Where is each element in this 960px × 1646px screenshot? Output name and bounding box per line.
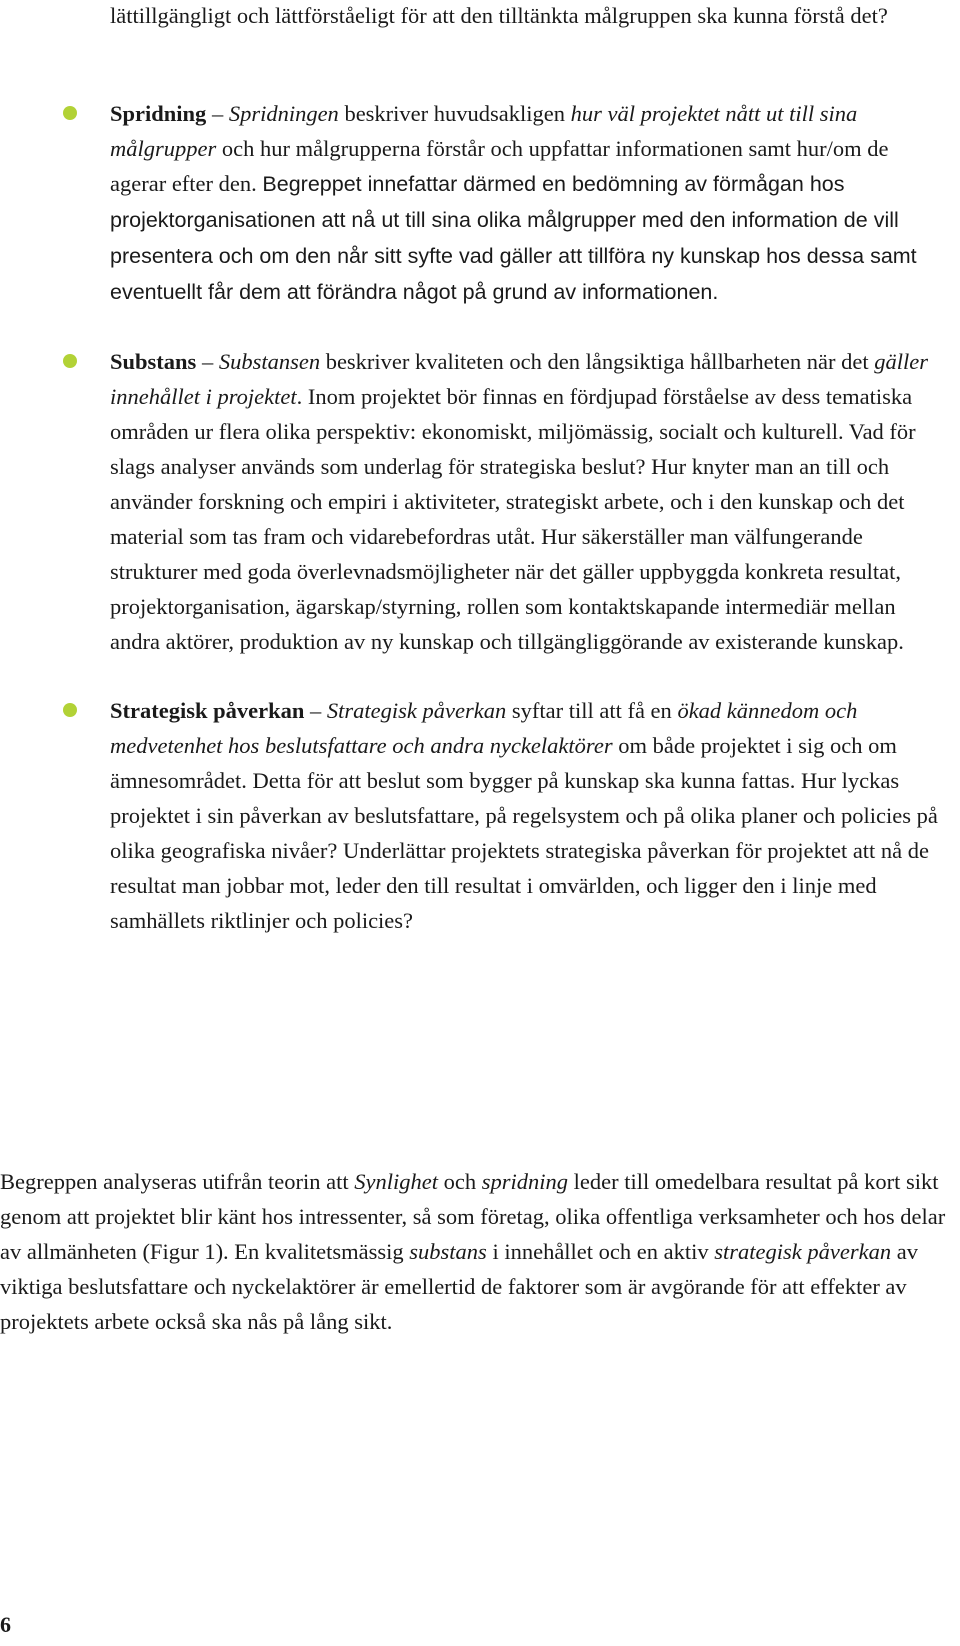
bullet-dot-icon [63, 703, 77, 717]
bullet-italic-term: Substansen [218, 349, 321, 374]
bullet-term: Spridning [110, 101, 207, 126]
bullet-text-segment: och hur målgrupperna förstår och uppfattar informationen samt hur/om de agerar efter den. [110, 136, 889, 196]
paragraph-italic-segment: spridning [481, 1169, 568, 1194]
bullet-term: Substans [110, 349, 197, 374]
paragraph-segment: i innehållet och en aktiv [486, 1239, 715, 1264]
bullet-dot-icon [63, 354, 77, 368]
bullet-italic-term: Spridningen [228, 101, 339, 126]
bullet-text-segment: . Inom projektet bör finnas en fördjupad förståelse av dess tematiska områden ur flera olika perspektiv: ekonomiskt, miljömässig, socialt och kulturell. Vad för slags analyser används som underlag för strategiska beslut? Hur knyter man an till och använder forskning och empiri i aktiviteter, strategiskt arbete, och i den kunskap och det material som tas fram och vidarebefordras utåt. Hur säkerställer man välfungerande strukturer med goda överlevnadsmöjligheter när det gäller uppbyggda konkreta resultat, projektorganisation, ägarskap/styrning, rollen som kontaktskapande intermediär mellan andra aktörer, produktion av ny kunskap och tillgängliggörande av existerande kunskap. [110, 384, 916, 654]
page-number: 6 [0, 1612, 11, 1637]
criteria-bullet-list [0, 96, 960, 972]
body-paragraph [0, 1164, 950, 1339]
bullet-item-spridning [0, 96, 960, 310]
bullet-text-segment: beskriver kvaliteten och den långsiktiga hållbarheten när det [320, 349, 875, 374]
paragraph-segment: Begreppen analyseras utifrån teorin att [0, 1169, 355, 1194]
paragraph-segment: av viktiga beslutsfattare och nyckelaktörer är emellertid de faktorer som är avgörande för att effekter av projektets arbete också ska nås på lång sikt. [0, 1239, 918, 1334]
bullet-dot-icon [63, 106, 77, 120]
bullet-term: Strategisk påverkan [110, 698, 305, 723]
bullet-text-segment: beskriver huvudsakligen [338, 101, 571, 126]
paragraph-italic-segment: substans [409, 1239, 487, 1264]
bullet-item-strategisk-paverkan [0, 693, 960, 938]
bullet-italic-segment: hur väl projektet nått ut till sina målgrupper [110, 101, 858, 161]
bullet-item-substans [0, 344, 960, 659]
bullet-text-segment: syftar till att få en [506, 698, 678, 723]
paragraph-italic-segment: Synlighet [354, 1169, 438, 1194]
bullet-italic-segment: gäller innehållet i projektet [110, 349, 928, 409]
paragraph-italic-segment: strategisk påverkan [714, 1239, 892, 1264]
bullet-italic-segment: ökad kännedom och medvetenhet hos beslutsfattare och andra nyckelaktörer [110, 698, 858, 758]
paragraph-segment: leder till omedelbara resultat på kort sikt genom att projektet blir känt hos intressenter, så som företag, olika offentliga verksamheter och hos delar av allmänheten (Figur 1). En kvalitetsmässig [0, 1169, 946, 1264]
bullet-text [110, 693, 940, 938]
bullet-dash: – [196, 349, 219, 374]
bullet-italic-term: Strategisk påverkan [326, 698, 507, 723]
paragraph-segment: och [437, 1169, 482, 1194]
bullet-sans-segment: Begreppet innefattar därmed en bedömning av förmågan hos projektorganisationen att nå ut till sina olika målgrupper med den information de vill presentera och om den når sitt syfte vad gäller att tillföra ny kunskap hos dessa samt eventuellt får dem att förändra något på grund av informationen. [110, 172, 917, 304]
bullet-text [110, 344, 940, 659]
bullet-dash: – [206, 101, 229, 126]
bullet-text-segment: om både projektet i sig och om ämnesområdet. Detta för att beslut som bygger på kunskap ska kunna fattas. Hur lyckas projektet i sin påverkan av beslutsfattare, på regelsystem och på olika planer och policies på olika geografiska nivåer? Underlättar projektets strategiska påverkan för projektet att nå de resultat man jobbar mot, leder den till resultat i omvärlden, och ligger den i linje med samhällets riktlinjer och policies? [110, 733, 938, 933]
bullet-dash: – [304, 698, 327, 723]
continuation-text: lättillgängligt och lättförståeligt för att den tilltänkta målgruppen ska kunna förstå det? [110, 3, 888, 28]
bullet-text [110, 96, 940, 310]
